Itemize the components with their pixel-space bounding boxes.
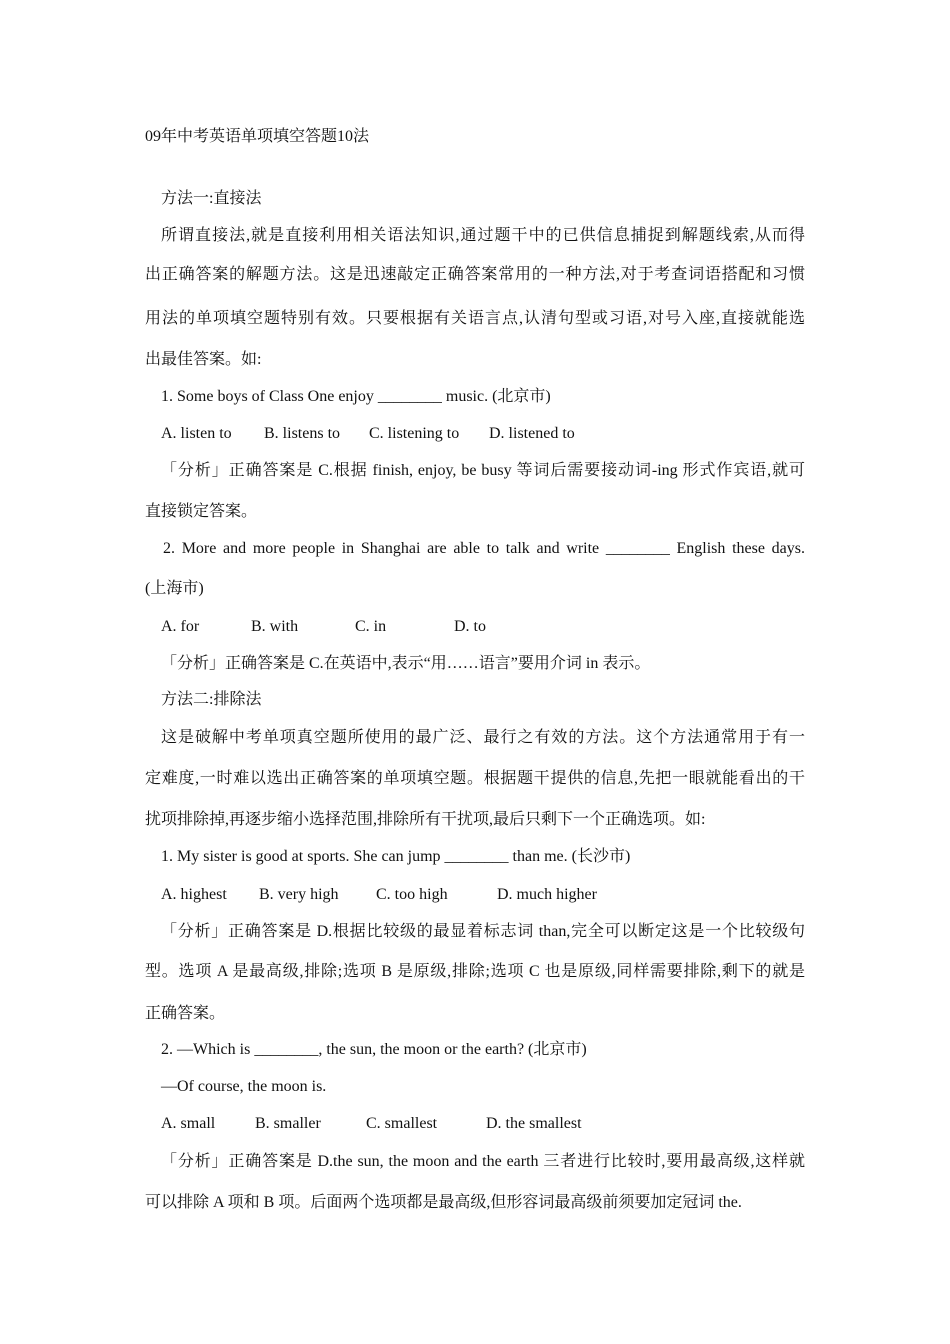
- question-options: [161, 885, 821, 905]
- paragraph-line: 这是破解中考单项真空题所使用的最广泛、最行之有效的方法。这个方法通常用于有一: [161, 729, 805, 746]
- option-a: A. for: [161, 618, 200, 635]
- question-options: [161, 617, 821, 637]
- method-2-heading: 方法二:排除法: [161, 691, 262, 708]
- question-stem: 2. —Which is ________, the sun, the moon or the earth? (北京市): [161, 1041, 587, 1058]
- paragraph-line: 所谓直接法,就是直接利用相关语法知识,通过题干中的已供信息捕捉到解题线索,从而得: [161, 227, 805, 244]
- option-b: B. smaller: [255, 1115, 321, 1132]
- analysis-line: 「分析」正确答案是 D.根据比较级的最显着标志词 than,完全可以断定这是一个比较级句: [161, 923, 805, 940]
- document-title: 09年中考英语单项填空答题10法: [145, 128, 370, 145]
- question-stem: 1. My sister is good at sports. She can jump ________ than me. (长沙市): [161, 848, 631, 865]
- question-reply: —Of course, the moon is.: [161, 1078, 327, 1095]
- option-b: B. listens to: [264, 425, 341, 442]
- option-b: B. with: [251, 618, 299, 635]
- analysis-line: 「分析」正确答案是 C.在英语中,表示“用……语言”要用介词 in 表示。: [161, 655, 651, 672]
- option-c: C. in: [355, 618, 387, 635]
- question-stem: 1. Some boys of Class One enjoy ________ music. (北京市): [161, 388, 551, 405]
- paragraph-line: 定难度,一时难以选出正确答案的单项填空题。根据题干提供的信息,先把一眼就能看出的干: [145, 770, 805, 787]
- paragraph-line: 出最佳答案。如:: [145, 351, 262, 368]
- paragraph-line: 出正确答案的解题方法。这是迅速敲定正确答案常用的一种方法,对于考查词语搭配和习惯: [145, 266, 805, 283]
- analysis-line: 「分析」正确答案是 C.根据 finish, enjoy, be busy 等词后需要接动词-ing 形式作宾语,就可: [161, 462, 805, 479]
- option-d: D. listened to: [489, 425, 575, 442]
- question-options: [161, 424, 821, 444]
- option-d: D. the smallest: [486, 1115, 582, 1132]
- option-a: A. listen to: [161, 425, 232, 442]
- question-stem: (上海市): [145, 580, 204, 597]
- analysis-line: 可以排除 A 项和 B 项。后面两个选项都是最高级,但形容词最高级前须要加定冠词 the.: [145, 1194, 742, 1211]
- question-options: [161, 1114, 821, 1134]
- option-c: C. too high: [376, 886, 448, 903]
- option-d: D. much higher: [497, 886, 597, 903]
- analysis-line: 正确答案。: [145, 1005, 226, 1022]
- paragraph-line: 用法的单项填空题特别有效。只要根据有关语言点,认清句型或习语,对号入座,直接就能选: [145, 310, 805, 327]
- paragraph-line: 扰项排除掉,再逐步缩小选择范围,排除所有干扰项,最后只剩下一个正确选项。如:: [145, 811, 706, 828]
- option-c: C. smallest: [366, 1115, 438, 1132]
- option-c: C. listening to: [369, 425, 460, 442]
- question-stem: 2. More and more people in Shanghai are able to talk and write ________ English these days.: [163, 540, 805, 557]
- analysis-line: 直接锁定答案。: [145, 503, 258, 520]
- option-a: A. highest: [161, 886, 227, 903]
- option-b: B. very high: [259, 886, 339, 903]
- analysis-line: 型。选项 A 是最高级,排除;选项 B 是原级,排除;选项 C 也是原级,同样需要排除,剩下的就是: [145, 963, 805, 980]
- analysis-line: 「分析」正确答案是 D.the sun, the moon and the earth 三者进行比较时,要用最高级,这样就: [161, 1153, 805, 1170]
- option-a: A. small: [161, 1115, 216, 1132]
- option-d: D. to: [454, 618, 486, 635]
- method-1-heading: 方法一:直接法: [161, 190, 262, 207]
